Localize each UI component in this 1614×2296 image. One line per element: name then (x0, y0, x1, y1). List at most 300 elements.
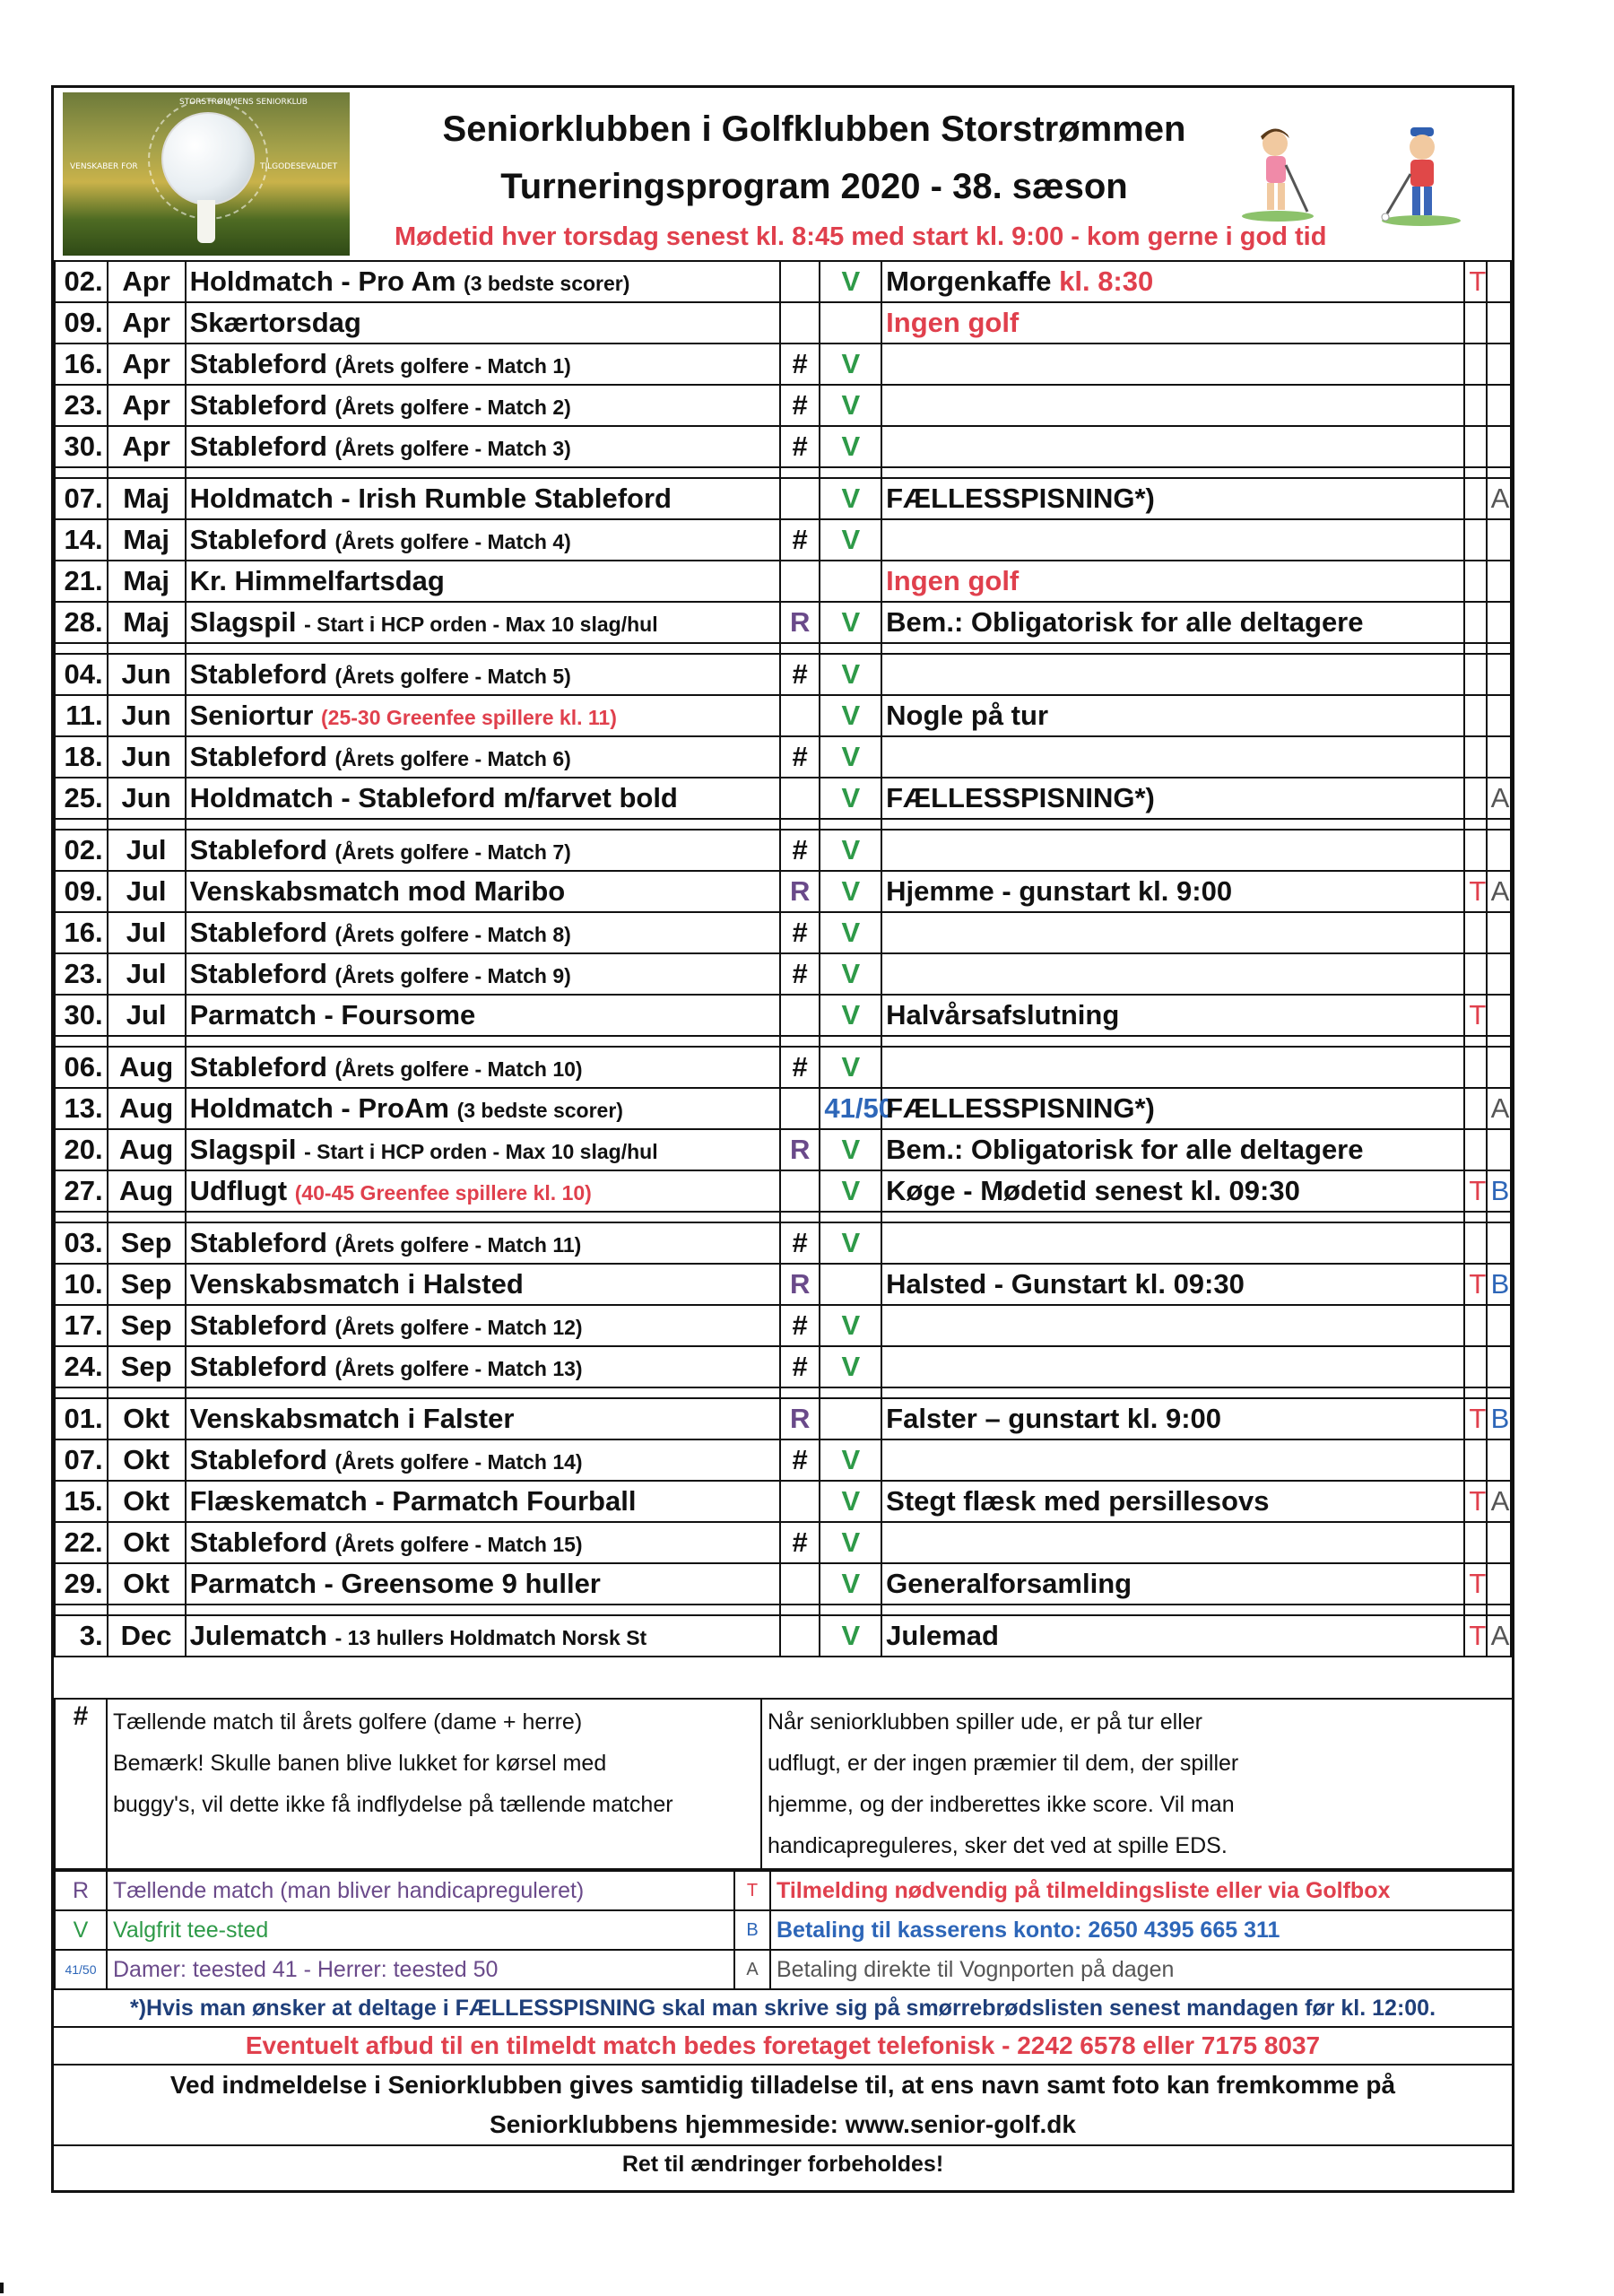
event-detail: (Årets golfere - Match 13) (334, 1357, 583, 1380)
schedule-row (55, 1346, 1511, 1387)
separator-cell (108, 819, 186, 830)
separator-cell (780, 1605, 820, 1615)
row-event (186, 1346, 780, 1387)
row-registration-flag (1464, 1047, 1486, 1088)
row-note (881, 1522, 1464, 1563)
row-month: Jun (108, 778, 186, 819)
row-event (186, 1481, 780, 1522)
row-event (186, 344, 780, 385)
row-tee: V (820, 426, 881, 467)
schedule-row (55, 871, 1511, 912)
logo-ring-text: STORSTRØMMENS SENIORKLUB (179, 98, 308, 107)
row-month: Aug (108, 1047, 186, 1088)
row-payment-flag (1487, 1047, 1511, 1088)
separator-cell (820, 1036, 881, 1047)
row-registration-flag (1464, 302, 1486, 344)
header (54, 88, 1512, 263)
row-event (186, 830, 780, 871)
row-payment-flag (1487, 912, 1511, 953)
consent-line-2: Seniorklubbens hjemmeside: www.senior-golf.dk (490, 2110, 1076, 2138)
row-day: 01. (55, 1398, 108, 1439)
event-name: Skærtorsdag (189, 307, 361, 338)
row-month: Sep (108, 1346, 186, 1387)
row-day: 02. (55, 261, 108, 302)
row-event (186, 426, 780, 467)
schedule-row (55, 1264, 1511, 1305)
row-tee: V (820, 602, 881, 643)
event-name: Seniortur (189, 700, 314, 731)
event-name: Venskabsmatch i Halsted (189, 1268, 524, 1300)
schedule-row (55, 1615, 1511, 1657)
event-detail: (Årets golfere - Match 12) (334, 1316, 583, 1339)
row-day: 20. (55, 1129, 108, 1170)
row-note (881, 1305, 1464, 1346)
note-text: Hjemme - gunstart kl. 9:00 (886, 875, 1233, 907)
row-tee: V (820, 1563, 881, 1605)
schedule-row (55, 519, 1511, 561)
row-event (186, 995, 780, 1036)
legend-away-text (761, 1699, 1513, 1869)
row-counting: # (780, 912, 820, 953)
row-tee: V (820, 912, 881, 953)
separator-cell (780, 643, 820, 654)
separator-cell (1487, 1212, 1511, 1222)
row-month: Aug (108, 1088, 186, 1129)
row-tee: V (820, 778, 881, 819)
schedule-row (55, 1305, 1511, 1346)
row-payment-flag (1487, 1439, 1511, 1481)
legend-hash-line: Bemærk! Skulle banen blive lukket for kørsel med (113, 1751, 607, 1776)
row-payment-flag (1487, 1305, 1511, 1346)
row-month: Jun (108, 736, 186, 778)
row-tee: V (820, 830, 881, 871)
row-month: Jul (108, 953, 186, 995)
separator-cell (820, 643, 881, 654)
separator-cell (881, 1387, 1464, 1398)
event-name: Slagspil (189, 1134, 297, 1165)
legend-r-symbol: R (55, 1871, 107, 1910)
row-note (881, 736, 1464, 778)
separator-cell (186, 1212, 780, 1222)
row-note (881, 519, 1464, 561)
row-tee (820, 1264, 881, 1305)
note-text: Generalforsamling (886, 1568, 1132, 1599)
row-day: 03. (55, 1222, 108, 1264)
row-month: Aug (108, 1129, 186, 1170)
separator-cell (186, 643, 780, 654)
schedule-row (55, 912, 1511, 953)
schedule-row (55, 1088, 1511, 1129)
row-month: Apr (108, 302, 186, 344)
separator-cell (1464, 467, 1486, 478)
row-tee: V (820, 1170, 881, 1212)
event-name: Stableford (189, 658, 327, 690)
separator-cell (1487, 1605, 1511, 1615)
row-counting: # (780, 385, 820, 426)
row-payment-flag (1487, 995, 1511, 1036)
separator-cell (820, 819, 881, 830)
row-day: 06. (55, 1047, 108, 1088)
event-name: Venskabsmatch i Falster (189, 1403, 515, 1434)
row-counting (780, 1481, 820, 1522)
logo-text-left: VENSKABER FOR (70, 162, 138, 171)
row-tee: V (820, 1522, 881, 1563)
faellesspisning-note: *)Hvis man ønsker at deltage i FÆLLESSPISNING skal man skrive sig på smørrebrødslisten senest mandagen før kl. 12:00. (54, 1990, 1512, 2028)
row-registration-flag (1464, 1222, 1486, 1264)
row-month: Jun (108, 654, 186, 695)
row-counting: # (780, 426, 820, 467)
row-registration-flag (1464, 1346, 1486, 1387)
schedule-row (55, 1398, 1511, 1439)
row-month: Maj (108, 602, 186, 643)
row-note (881, 1346, 1464, 1387)
row-event (186, 1439, 780, 1481)
page-subtitle: Turneringsprogram 2020 - 38. sæson (500, 167, 1128, 206)
row-payment-flag (1487, 261, 1511, 302)
row-registration-flag (1464, 830, 1486, 871)
row-note (881, 1481, 1464, 1522)
group-separator (55, 467, 1511, 478)
row-registration-flag (1464, 778, 1486, 819)
separator-cell (881, 819, 1464, 830)
legend-hash-line: Tællende match til årets golfere (dame + herre) (113, 1709, 583, 1735)
event-name: Stableford (189, 1526, 327, 1558)
schedule-row (55, 1129, 1511, 1170)
row-day: 14. (55, 519, 108, 561)
row-payment-flag (1487, 830, 1511, 871)
schedule-row (55, 654, 1511, 695)
row-note (881, 695, 1464, 736)
row-month: Okt (108, 1481, 186, 1522)
row-tee: V (820, 1439, 881, 1481)
row-event (186, 778, 780, 819)
row-month: Okt (108, 1398, 186, 1439)
legend-away-line: handicapreguleres, sker det ved at spille EDS. (768, 1833, 1228, 1858)
row-note (881, 830, 1464, 871)
afbud-note: Eventuelt afbud til en tilmeldt match bedes foretaget telefonisk - 2242 6578 eller 7175 8037 (54, 2028, 1512, 2066)
row-counting: R (780, 871, 820, 912)
row-registration-flag (1464, 1439, 1486, 1481)
row-payment-flag: A (1487, 1088, 1511, 1129)
row-month: Okt (108, 1563, 186, 1605)
separator-cell (820, 467, 881, 478)
separator-cell (55, 819, 108, 830)
event-name: Stableford (189, 1351, 327, 1382)
legend-r-text: Tællende match (man bliver handicapreguleret) (107, 1871, 734, 1910)
note-text: Julemad (886, 1620, 999, 1651)
schedule-row (55, 1481, 1511, 1522)
separator-cell (881, 467, 1464, 478)
event-detail: (Årets golfere - Match 8) (334, 923, 571, 946)
row-tee: 41/50 (820, 1088, 881, 1129)
scan-mark (0, 2283, 4, 2293)
separator-cell (1487, 1387, 1511, 1398)
event-detail: - 13 hullers Holdmatch Norsk St (334, 1626, 647, 1649)
row-note (881, 302, 1464, 344)
row-event (186, 1088, 780, 1129)
row-month: Jul (108, 912, 186, 953)
schedule-row (55, 561, 1511, 602)
row-tee: V (820, 1222, 881, 1264)
separator-cell (1464, 643, 1486, 654)
legend-t-text: Tilmelding nødvendig på tilmeldingsliste eller via Golfbox (770, 1871, 1513, 1910)
row-day: 3. (55, 1615, 108, 1657)
note-text: FÆLLESSPISNING*) (886, 483, 1155, 514)
row-day: 18. (55, 736, 108, 778)
row-month: Apr (108, 344, 186, 385)
row-payment-flag: A (1487, 1481, 1511, 1522)
separator-cell (186, 1036, 780, 1047)
consent-line-1: Ved indmeldelse i Seniorklubben gives samtidig tilladelse til, at ens navn samt foto kan fremkomme på (169, 2071, 1396, 2099)
row-day: 15. (55, 1481, 108, 1522)
separator-cell (108, 1605, 186, 1615)
meeting-note: Mødetid hver torsdag senest kl. 8:45 med start kl. 9:00 - kom gerne i god tid (395, 222, 1327, 251)
row-event (186, 478, 780, 519)
row-payment-flag (1487, 1129, 1511, 1170)
schedule-row (55, 1170, 1511, 1212)
row-day: 07. (55, 1439, 108, 1481)
row-registration-flag (1464, 385, 1486, 426)
row-counting: # (780, 1222, 820, 1264)
event-detail: (Årets golfere - Match 7) (334, 840, 571, 864)
row-tee: V (820, 344, 881, 385)
row-registration-flag (1464, 344, 1486, 385)
row-day: 30. (55, 995, 108, 1036)
row-tee: V (820, 695, 881, 736)
row-event (186, 261, 780, 302)
row-month: Sep (108, 1264, 186, 1305)
separator-cell (780, 1036, 820, 1047)
separator-cell (186, 1387, 780, 1398)
row-registration-flag (1464, 736, 1486, 778)
separator-cell (780, 467, 820, 478)
row-registration-flag: T (1464, 261, 1486, 302)
row-counting: R (780, 1398, 820, 1439)
row-registration-flag (1464, 426, 1486, 467)
event-detail: (Årets golfere - Match 14) (334, 1450, 583, 1474)
schedule-row (55, 344, 1511, 385)
group-separator (55, 1387, 1511, 1398)
row-registration-flag (1464, 1129, 1486, 1170)
logo-text-right: TILGODESEVALDET (260, 162, 338, 171)
row-counting: # (780, 344, 820, 385)
row-tee: V (820, 1047, 881, 1088)
row-tee (820, 1398, 881, 1439)
row-tee: V (820, 1615, 881, 1657)
row-month: Jul (108, 830, 186, 871)
row-payment-flag (1487, 602, 1511, 643)
legend-tee-symbol: 41/50 (55, 1950, 107, 1989)
note-text: Stegt flæsk med persillesovs (886, 1485, 1270, 1517)
group-separator (55, 819, 1511, 830)
separator-cell (186, 819, 780, 830)
group-separator (55, 1036, 1511, 1047)
separator-cell (108, 643, 186, 654)
row-note (881, 1047, 1464, 1088)
legend-hash-symbol: # (55, 1699, 107, 1869)
legend-v-text: Valgfrit tee-sted (107, 1910, 734, 1950)
row-registration-flag: T (1464, 1481, 1486, 1522)
event-name: Stableford (189, 348, 327, 379)
separator-cell (881, 1036, 1464, 1047)
row-registration-flag (1464, 695, 1486, 736)
separator-cell (881, 1605, 1464, 1615)
legend-away-line: udflugt, er der ingen præmier til dem, der spiller (768, 1751, 1239, 1776)
schedule-row (55, 426, 1511, 467)
row-counting: # (780, 1522, 820, 1563)
row-day: 09. (55, 302, 108, 344)
group-separator (55, 1605, 1511, 1615)
legend-codes-table (54, 1870, 1514, 1990)
row-registration-flag (1464, 1522, 1486, 1563)
row-registration-flag: T (1464, 1264, 1486, 1305)
changes-note: Ret til ændringer forbeholdes! (621, 2152, 944, 2177)
event-name: Parmatch - Greensome 9 huller (189, 1568, 601, 1599)
row-note (881, 995, 1464, 1036)
row-tee: V (820, 736, 881, 778)
row-event (186, 1170, 780, 1212)
row-payment-flag (1487, 736, 1511, 778)
row-note (881, 1439, 1464, 1481)
event-name: Holdmatch - Irish Rumble Stableford (189, 483, 672, 514)
event-detail: (Årets golfere - Match 4) (334, 530, 571, 553)
schedule-row (55, 1522, 1511, 1563)
row-registration-flag (1464, 519, 1486, 561)
legend-t-symbol: T (734, 1871, 770, 1910)
row-event (186, 1615, 780, 1657)
separator-cell (108, 1036, 186, 1047)
row-month: Okt (108, 1522, 186, 1563)
row-day: 16. (55, 912, 108, 953)
row-registration-flag: T (1464, 1170, 1486, 1212)
event-name: Julematch (189, 1620, 327, 1651)
separator-cell (55, 467, 108, 478)
legend-b-text: Betaling til kasserens konto: 2650 4395 665 311 (770, 1910, 1513, 1950)
row-note (881, 261, 1464, 302)
row-payment-flag (1487, 519, 1511, 561)
separator-cell (780, 819, 820, 830)
row-registration-flag (1464, 953, 1486, 995)
event-detail: (Årets golfere - Match 15) (334, 1533, 583, 1556)
row-counting: R (780, 1264, 820, 1305)
event-name: Venskabsmatch mod Maribo (189, 875, 566, 907)
note-text: Bem.: Obligatorisk for alle deltagere (886, 1134, 1364, 1165)
row-counting (780, 561, 820, 602)
row-tee: V (820, 995, 881, 1036)
separator-cell (881, 643, 1464, 654)
separator-cell (55, 1605, 108, 1615)
separator-cell (1464, 1605, 1486, 1615)
separator-cell (186, 1605, 780, 1615)
event-detail: (40-45 Greenfee spillere kl. 10) (294, 1181, 592, 1205)
row-note (881, 561, 1464, 602)
note-text: Bem.: Obligatorisk for alle deltagere (886, 606, 1364, 638)
row-note (881, 385, 1464, 426)
note-text: Halsted - Gunstart kl. 09:30 (886, 1268, 1245, 1300)
row-day: 02. (55, 830, 108, 871)
row-event (186, 385, 780, 426)
row-month: Jun (108, 695, 186, 736)
row-counting: # (780, 830, 820, 871)
row-event (186, 1563, 780, 1605)
legend-table (54, 1698, 1514, 1870)
row-month: Dec (108, 1615, 186, 1657)
row-payment-flag (1487, 953, 1511, 995)
row-day: 13. (55, 1088, 108, 1129)
event-name: Holdmatch - Pro Am (189, 265, 456, 297)
event-name: Stableford (189, 741, 327, 772)
row-tee: V (820, 478, 881, 519)
row-tee: V (820, 953, 881, 995)
separator-cell (1487, 643, 1511, 654)
separator-cell (108, 467, 186, 478)
schedule-row (55, 1563, 1511, 1605)
legend-hash-line: buggy's, vil dette ikke få indflydelse på tællende matcher (113, 1792, 673, 1817)
event-name: Flæskematch - Parmatch Fourball (189, 1485, 637, 1517)
row-tee: V (820, 1346, 881, 1387)
row-event (186, 302, 780, 344)
row-month: Sep (108, 1222, 186, 1264)
row-tee: V (820, 1305, 881, 1346)
row-event (186, 695, 780, 736)
row-counting (780, 1615, 820, 1657)
row-tee: V (820, 1481, 881, 1522)
row-counting (780, 1170, 820, 1212)
row-note (881, 426, 1464, 467)
event-name: Stableford (189, 1309, 327, 1341)
row-month: Apr (108, 385, 186, 426)
row-payment-flag (1487, 302, 1511, 344)
row-tee: V (820, 654, 881, 695)
row-day: 07. (55, 478, 108, 519)
row-payment-flag (1487, 1346, 1511, 1387)
event-detail: (Årets golfere - Match 11) (334, 1233, 582, 1257)
row-day: 10. (55, 1264, 108, 1305)
row-event (186, 561, 780, 602)
row-payment-flag (1487, 1222, 1511, 1264)
row-registration-flag: T (1464, 1615, 1486, 1657)
row-month: Jul (108, 995, 186, 1036)
row-counting: # (780, 953, 820, 995)
row-event (186, 1305, 780, 1346)
row-counting: R (780, 602, 820, 643)
legend-v-symbol: V (55, 1910, 107, 1950)
event-name: Stableford (189, 1227, 327, 1258)
event-name: Slagspil (189, 606, 297, 638)
separator-cell (1464, 819, 1486, 830)
row-day: 16. (55, 344, 108, 385)
schedule-row (55, 302, 1511, 344)
row-note (881, 1264, 1464, 1305)
event-detail: (Årets golfere - Match 1) (334, 354, 571, 378)
row-payment-flag: A (1487, 478, 1511, 519)
row-registration-flag (1464, 478, 1486, 519)
row-payment-flag (1487, 654, 1511, 695)
row-payment-flag (1487, 385, 1511, 426)
row-day: 17. (55, 1305, 108, 1346)
legend-b-symbol: B (734, 1910, 770, 1950)
row-registration-flag: T (1464, 1398, 1486, 1439)
row-note (881, 1398, 1464, 1439)
row-counting: R (780, 1129, 820, 1170)
event-detail: (Årets golfere - Match 9) (334, 964, 571, 987)
row-day: 11. (55, 695, 108, 736)
row-counting (780, 1088, 820, 1129)
row-registration-flag (1464, 602, 1486, 643)
row-payment-flag: B (1487, 1170, 1511, 1212)
event-name: Stableford (189, 1051, 327, 1083)
row-payment-flag: B (1487, 1264, 1511, 1305)
